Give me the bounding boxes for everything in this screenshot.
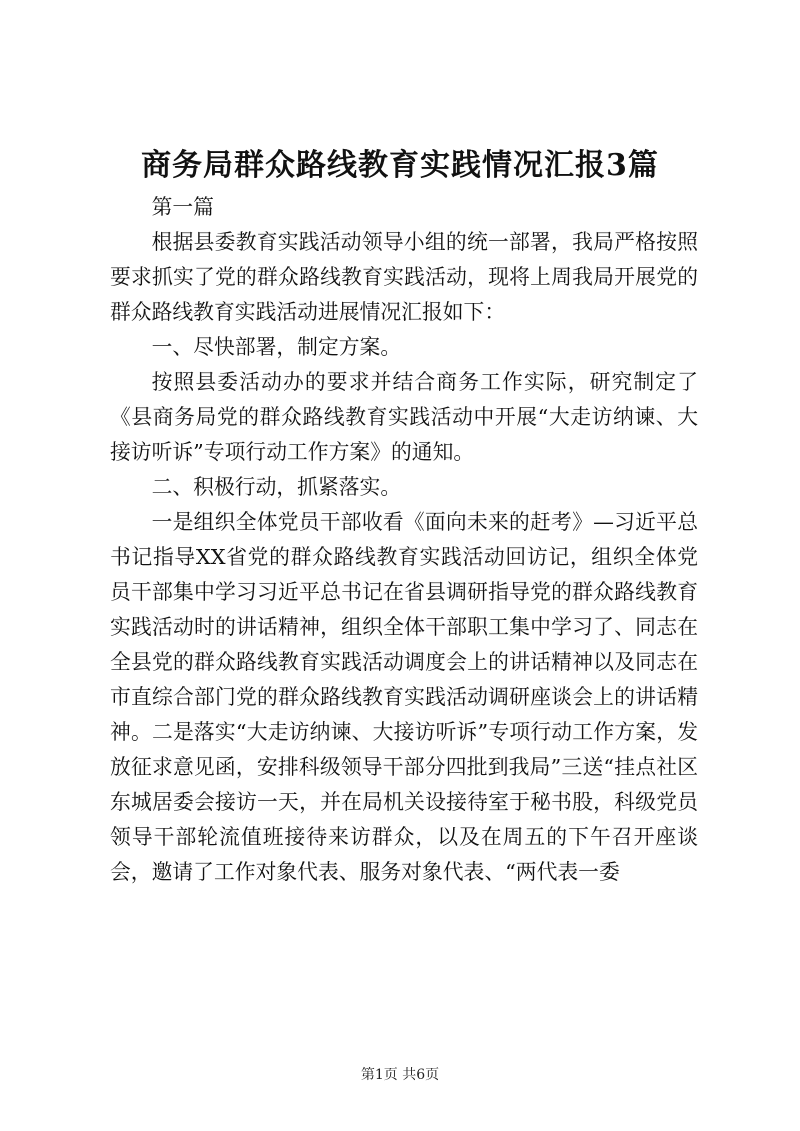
paragraph-intro: 根据县委教育实践活动领导小组的统一部署，我局严格按照要求抓实了党的群众路线教育实践活动，现将上周我局开展党的群众路线教育实践活动进展情况汇报如下：: [110, 230, 698, 324]
paragraph-plan: 按照县委活动办的要求并结合商务工作实际，研究制定了《县商务局党的群众路线教育实践活动中开展“大走访纳谏、大接访听诉”专项行动工作方案》的通知。: [110, 370, 698, 464]
document-body: [110, 190, 698, 890]
document-title: 商务局群众路线教育实践情况汇报3篇: [141, 148, 659, 183]
paragraph-actions: 一是组织全体党员干部收看《面向未来的赶考》—习近平总书记指导XX省党的群众路线教育实践活动回访记，组织全体党员干部集中学习习近平总书记在省县调研指导党的群众路线教育实践活动时的讲话精神，组织全体干部职工集中学习了、同志在全县党的群众路线教育实践活动调度会上的讲话精神以及同志在市直综合部门党的群众路线教育实践活动调研座谈会上的讲话精神。二是落实“大走访纳谏、大接访听诉”专项行动工作方案，发放征求意见函，安排科级领导干部分四批到我局”三送“挂点社区东城居委会接访一天，并在局机关设接待室于秘书股，科级党员领导干部轮流值班接待来访群众，以及在周五的下午召开座谈会，邀请了工作对象代表、服务对象代表、“两代表一委: [110, 510, 698, 884]
section-heading-two: 二、积极行动，抓紧落实。: [151, 475, 402, 499]
section-heading-one: 一、尽快部署，制定方案。: [151, 335, 402, 359]
section-heading-first: 第一篇: [151, 195, 214, 219]
page-indicator: 第1页 共6页: [360, 1067, 440, 1083]
